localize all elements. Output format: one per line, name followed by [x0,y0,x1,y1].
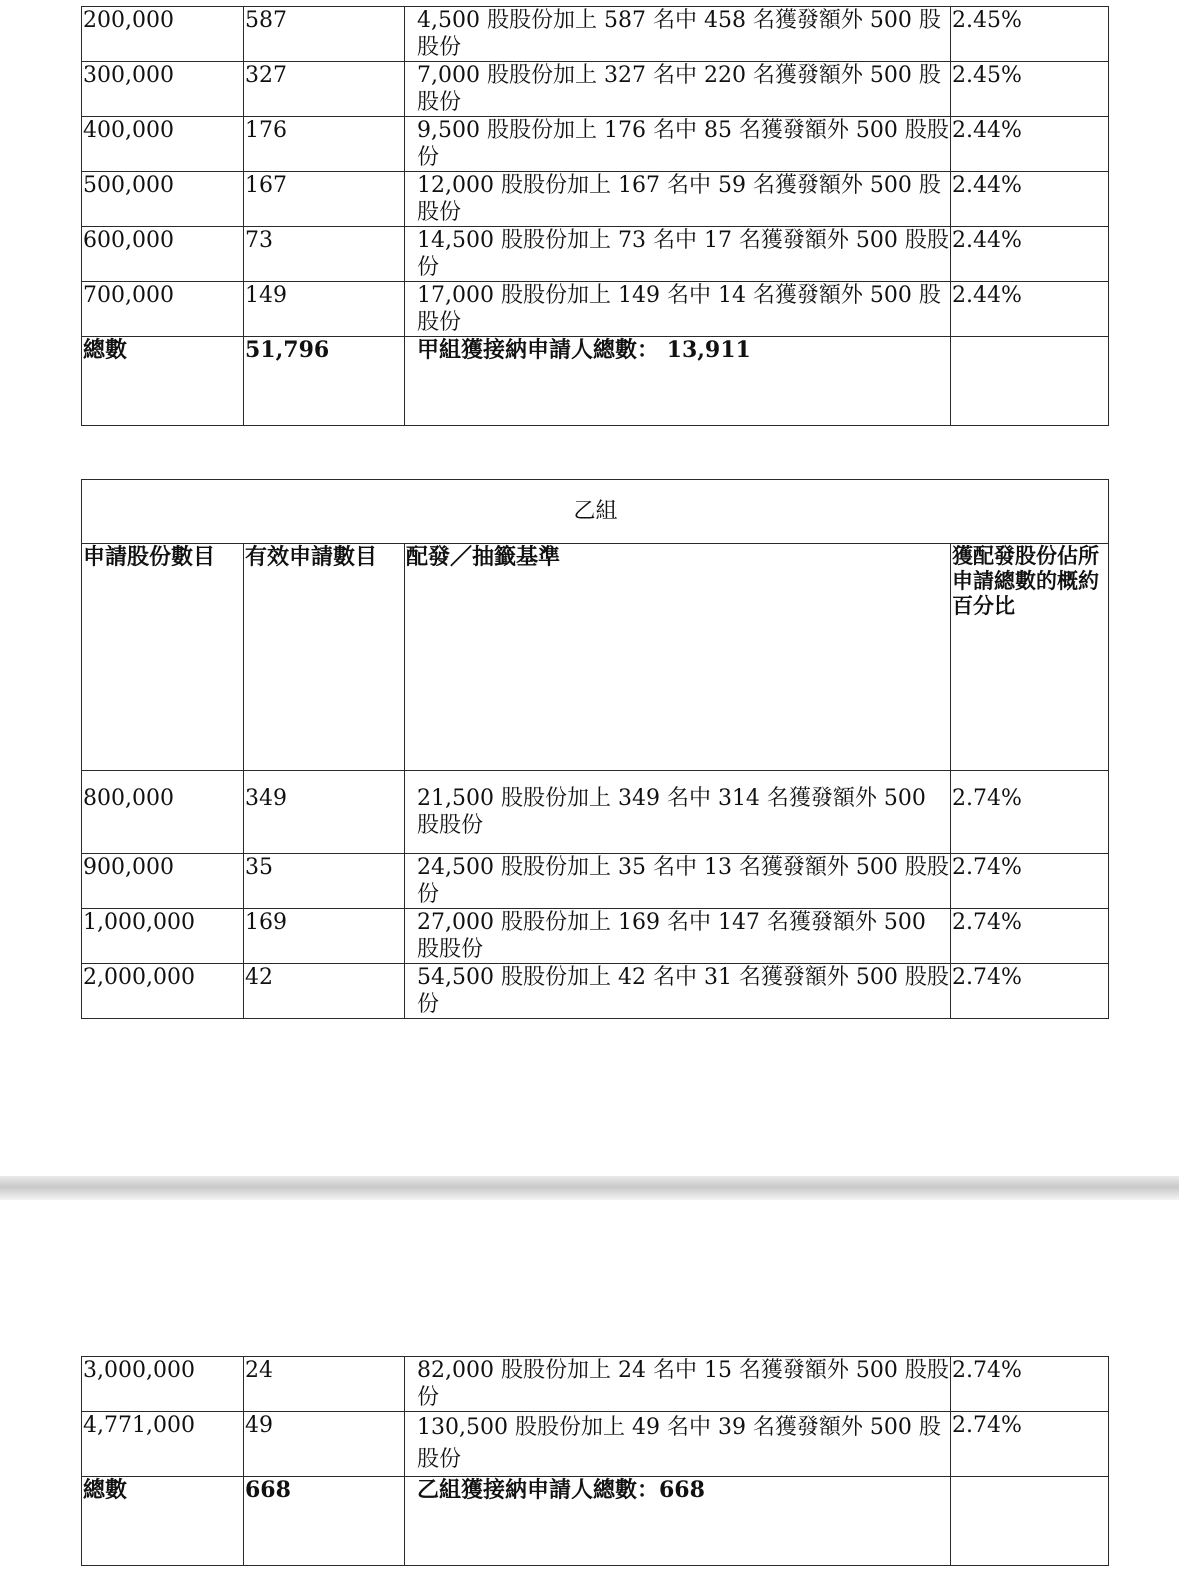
table-row [82,771,1109,854]
table-row [82,7,1109,62]
shares-cell: 300,000 [82,62,244,117]
valid-cell: 49 [244,1412,405,1477]
shares-cell: 2,000,000 [82,964,244,1019]
basis-cell: 24,500 股股份加上 35 名中 13 名獲發額外 500 股股份 [405,854,951,909]
group-title-row [82,480,1109,544]
total-summary: 甲組獲接納申請人總數： 13,911 [405,337,951,426]
table-row [82,62,1109,117]
page-break-divider [0,1176,1179,1200]
shares-cell: 400,000 [82,117,244,172]
basis-cell: 14,500 股股份加上 73 名中 17 名獲發額外 500 股股份 [405,227,951,282]
shares-cell: 600,000 [82,227,244,282]
valid-cell: 149 [244,282,405,337]
total-summary: 乙組獲接納申請人總數：668 [405,1477,951,1566]
shares-cell: 800,000 [82,771,244,854]
shares-cell: 4,771,000 [82,1412,244,1477]
shares-cell: 1,000,000 [82,909,244,964]
group-a-table [81,6,1109,426]
pct-cell: 2.74% [951,964,1109,1019]
table-row [82,117,1109,172]
group-b-table [81,479,1109,1019]
group-b-title: 乙組 [82,480,1109,544]
pct-cell: 2.74% [951,909,1109,964]
valid-cell: 35 [244,854,405,909]
header-shares: 申請股份數目 [82,544,244,771]
pct-cell: 2.74% [951,1412,1109,1477]
basis-cell: 82,000 股股份加上 24 名中 15 名獲發額外 500 股股份 [405,1357,951,1412]
shares-cell: 700,000 [82,282,244,337]
header-row [82,544,1109,771]
shares-cell: 900,000 [82,854,244,909]
total-row [82,337,1109,426]
pct-cell: 2.44% [951,117,1109,172]
pct-cell: 2.44% [951,172,1109,227]
table-row [82,172,1109,227]
pct-cell: 2.74% [951,771,1109,854]
pct-cell: 2.74% [951,854,1109,909]
basis-cell: 7,000 股股份加上 327 名中 220 名獲發額外 500 股股份 [405,62,951,117]
total-pct [951,337,1109,426]
pct-cell: 2.45% [951,7,1109,62]
basis-cell: 4,500 股股份加上 587 名中 458 名獲發額外 500 股股份 [405,7,951,62]
valid-cell: 327 [244,62,405,117]
total-valid: 51,796 [244,337,405,426]
table-row [82,854,1109,909]
valid-cell: 176 [244,117,405,172]
valid-cell: 42 [244,964,405,1019]
pct-cell: 2.45% [951,62,1109,117]
header-pct: 獲配發股份佔所申請總數的概約百分比 [951,544,1109,771]
total-label: 總數 [82,1477,244,1566]
header-basis: 配發／抽籤基準 [405,544,951,771]
total-valid: 668 [244,1477,405,1566]
valid-cell: 169 [244,909,405,964]
valid-cell: 167 [244,172,405,227]
total-row [82,1477,1109,1566]
pct-cell: 2.44% [951,282,1109,337]
valid-cell: 73 [244,227,405,282]
shares-cell: 3,000,000 [82,1357,244,1412]
basis-cell: 21,500 股股份加上 349 名中 314 名獲發額外 500 股股份 [405,771,951,854]
valid-cell: 349 [244,771,405,854]
table-row [82,909,1109,964]
basis-cell: 27,000 股股份加上 169 名中 147 名獲發額外 500 股股份 [405,909,951,964]
total-label: 總數 [82,337,244,426]
total-pct [951,1477,1109,1566]
shares-cell: 500,000 [82,172,244,227]
basis-cell: 17,000 股股份加上 149 名中 14 名獲發額外 500 股股份 [405,282,951,337]
table-row [82,1412,1109,1477]
table-row [82,964,1109,1019]
basis-cell: 12,000 股股份加上 167 名中 59 名獲發額外 500 股股份 [405,172,951,227]
pct-cell: 2.44% [951,227,1109,282]
valid-cell: 587 [244,7,405,62]
basis-cell: 130,500 股股份加上 49 名中 39 名獲發額外 500 股股份 [405,1412,951,1477]
shares-cell: 200,000 [82,7,244,62]
basis-cell: 54,500 股股份加上 42 名中 31 名獲發額外 500 股股份 [405,964,951,1019]
table-row [82,1357,1109,1412]
basis-cell: 9,500 股股份加上 176 名中 85 名獲發額外 500 股股份 [405,117,951,172]
table-row [82,227,1109,282]
group-b-table-continued [81,1356,1109,1566]
pct-cell: 2.74% [951,1357,1109,1412]
header-valid: 有效申請數目 [244,544,405,771]
valid-cell: 24 [244,1357,405,1412]
table-row [82,282,1109,337]
